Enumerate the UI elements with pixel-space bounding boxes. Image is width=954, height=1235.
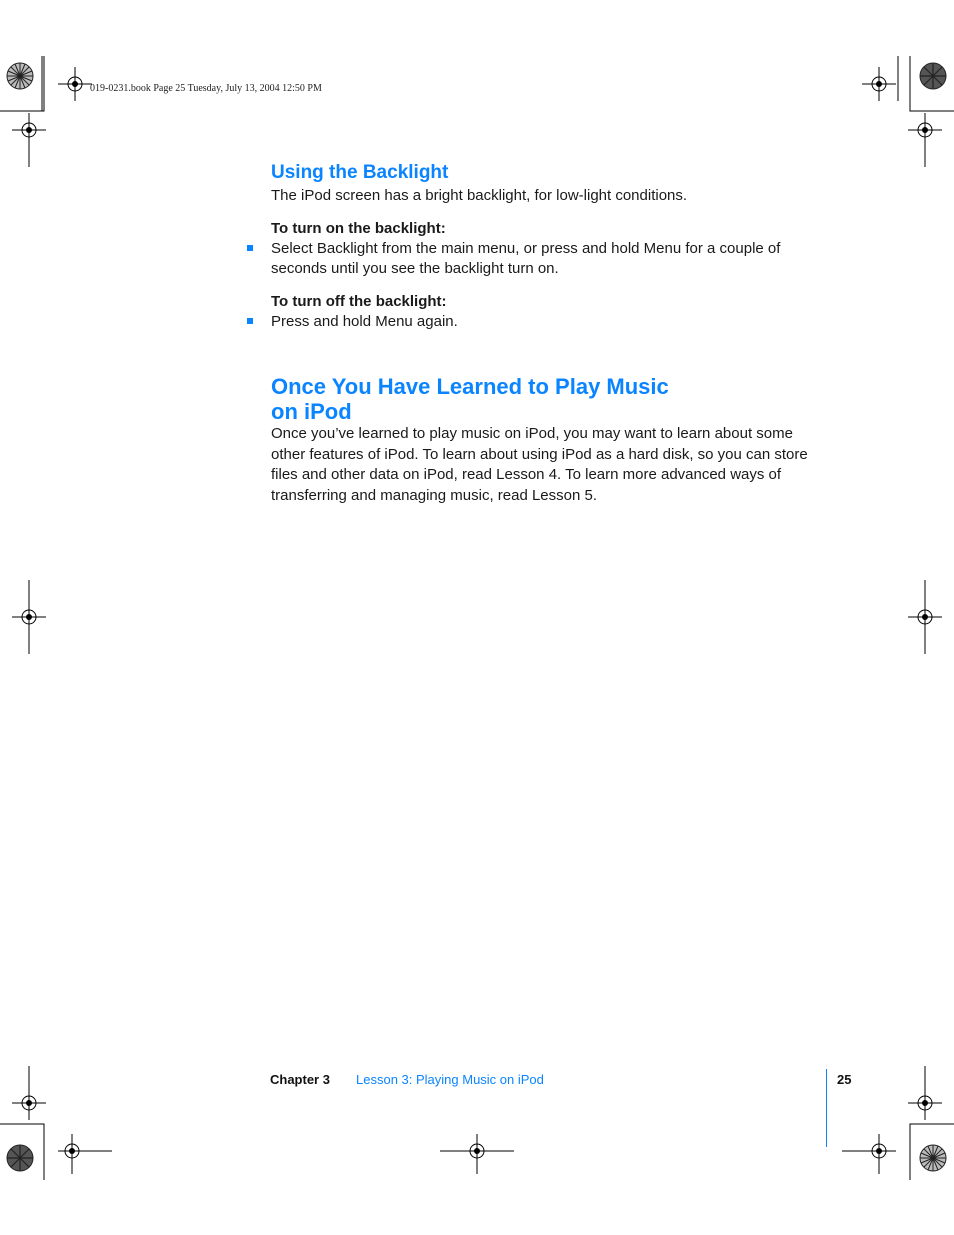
- print-slug: 019-0231.book Page 25 Tuesday, July 13, 2004 12:50 PM: [90, 83, 322, 94]
- registration-mark-icon: [862, 67, 896, 101]
- section-heading-backlight: Using the Backlight: [271, 162, 449, 183]
- registration-mark-icon: [908, 580, 942, 654]
- starburst-target-icon: [6, 62, 34, 90]
- registration-mark-icon: [908, 1066, 942, 1120]
- starburst-target-icon: [6, 1144, 34, 1172]
- footer-chapter: Chapter 3: [270, 1072, 330, 1087]
- task-heading-turn-off: To turn off the backlight:: [271, 292, 447, 310]
- registration-mark-icon: [908, 113, 942, 167]
- bullet-square-icon: [247, 318, 253, 324]
- registration-mark-icon: [58, 67, 92, 101]
- registration-mark-icon: [440, 1134, 514, 1174]
- once-learned-paragraph: Once you’ve learned to play music on iPod, you may want to learn about some other features of iPod. To learn about using iPod as a hard disk, so you can store files and other data on iPod, read Lesson 4. To learn more advanced ways of transferring and managing music, read Lesson 5.: [271, 425, 808, 504]
- registration-mark-icon: [12, 113, 46, 167]
- footer-lesson-title: Lesson 3: Playing Music on iPod: [356, 1072, 544, 1087]
- footer-divider: [826, 1069, 827, 1147]
- turn-off-steps: [271, 312, 831, 333]
- heading-line-2: on iPod: [271, 399, 352, 424]
- registration-mark-icon: [842, 1134, 896, 1174]
- registration-mark-icon: [12, 1066, 46, 1120]
- bullet-square-icon: [247, 245, 253, 251]
- section-heading-once-learned: [271, 374, 831, 424]
- list-item: [271, 239, 831, 280]
- registration-mark-icon: [12, 580, 46, 654]
- step-text: Press and hold Menu again.: [271, 312, 458, 330]
- turn-on-steps: [271, 239, 831, 280]
- heading-line-1: Once You Have Learned to Play Music: [271, 374, 669, 399]
- page-content: [271, 160, 831, 506]
- registration-mark-icon: [58, 1134, 112, 1174]
- page-number: 25: [837, 1072, 852, 1087]
- list-item: [271, 312, 831, 333]
- starburst-target-icon: [919, 62, 947, 90]
- starburst-target-icon: [919, 1144, 947, 1172]
- step-text: Select Backlight from the main menu, or press and hold Menu for a couple of seconds until you see the backlight turn on.: [271, 239, 781, 277]
- task-heading-turn-on: To turn on the backlight:: [271, 219, 446, 237]
- backlight-intro: The iPod screen has a bright backlight, for low-light conditions.: [271, 187, 688, 204]
